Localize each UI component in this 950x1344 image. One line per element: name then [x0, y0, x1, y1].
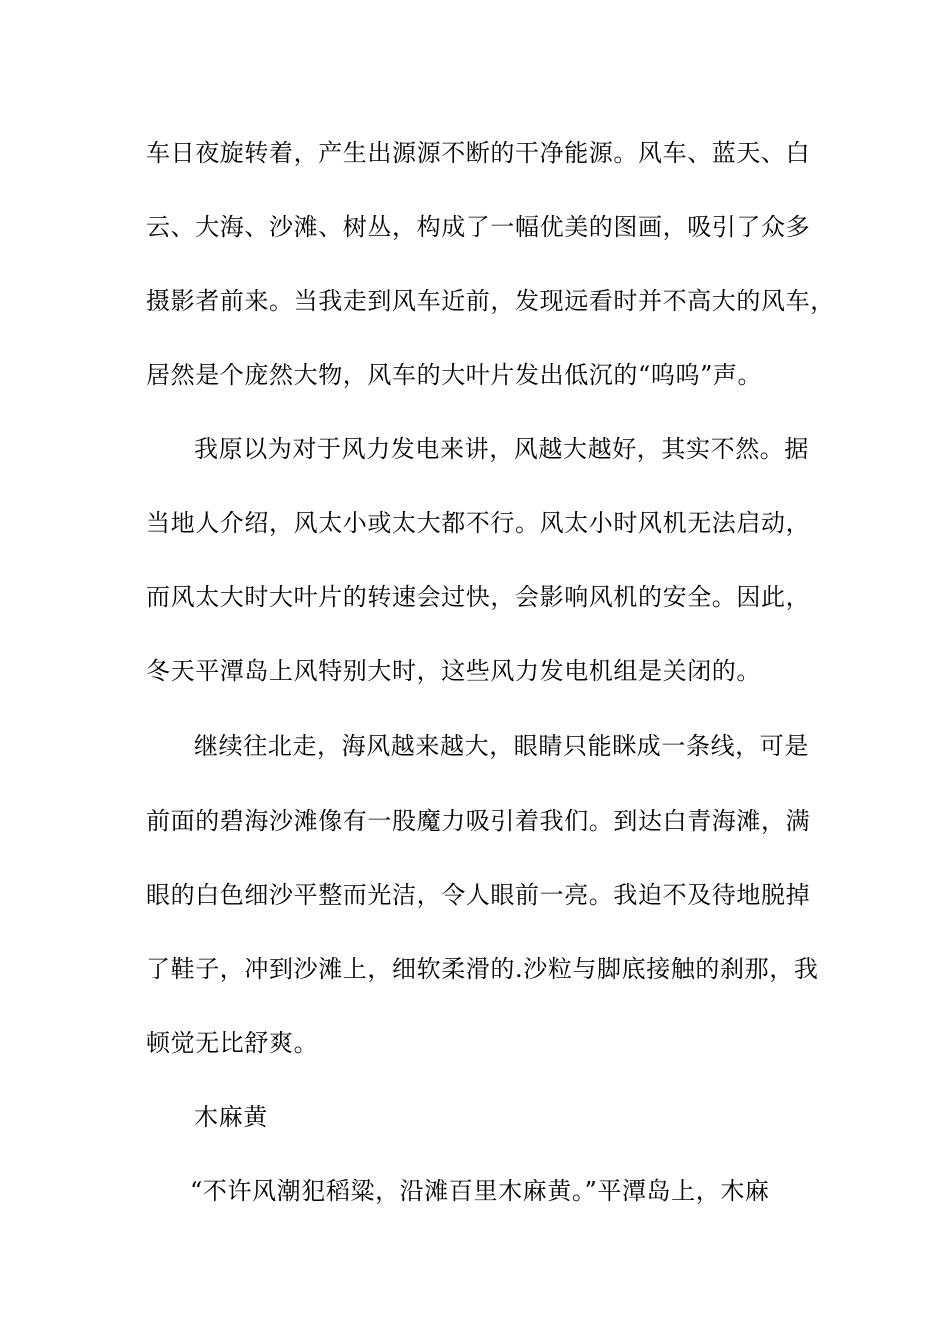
paragraph-3-line-4: 了鞋子，冲到沙滩上，细软柔滑的.沙粒与脚底接触的刹那，我	[146, 955, 819, 983]
paragraph-2-line-3: 而风太大时大叶片的转速会过快，会影响风机的安全。因此，	[146, 583, 811, 611]
paragraph-1-line-1: 车日夜旋转着，产生出源源不断的干净能源。风车、蓝天、白	[146, 139, 811, 167]
paragraph-3-line-1: 继续往北走，海风越来越大，眼睛只能眯成一条线，可是	[194, 732, 809, 760]
paragraph-1-line-4: 居然是个庞然大物，风车的大叶片发出低沉的“呜呜”声。	[146, 361, 763, 389]
section-heading: 木麻黄	[194, 1103, 268, 1131]
paragraph-2-line-1: 我原以为对于风力发电来讲，风越大越好，其实不然。据	[194, 435, 809, 463]
paragraph-2-line-2: 当地人介绍，风太小或太大都不行。风太小时风机无法启动，	[146, 509, 811, 537]
quote-paragraph-line-1: “不许风潮犯稻粱，沿滩百里木麻黄。”平潭岛上，木麻	[190, 1177, 770, 1205]
paragraph-3-line-3: 眼的白色细沙平整而光洁，令人眼前一亮。我迫不及待地脱掉	[146, 881, 811, 909]
paragraph-1-line-3: 摄影者前来。当我走到风车近前，发现远看时并不高大的风车，	[146, 287, 835, 315]
paragraph-3-line-2: 前面的碧海沙滩像有一股魔力吸引着我们。到达白青海滩，满	[146, 807, 811, 835]
paragraph-2-line-4: 冬天平潭岛上风特别大时，这些风力发电机组是关闭的。	[146, 657, 761, 685]
paragraph-1-line-2: 云、大海、沙滩、树丛，构成了一幅优美的图画，吸引了众多	[146, 213, 811, 241]
paragraph-3-line-5: 顿觉无比舒爽。	[146, 1029, 319, 1057]
